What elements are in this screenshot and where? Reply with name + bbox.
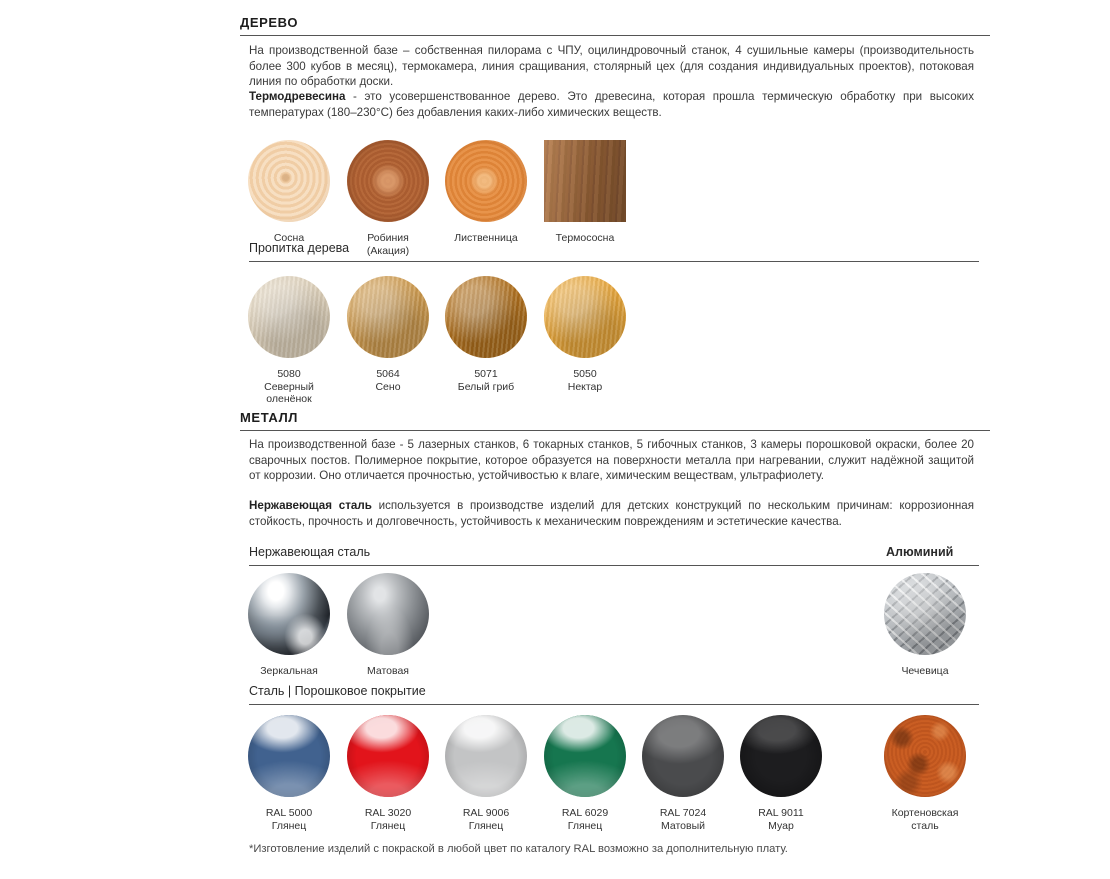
metal-paragraph-1: На производственной базе - 5 лазерных станков, 6 токарных станков, 5 гибочных станков, 3 камеры порошковой окраски, более 20 сварочных постов. Полимерное покрытие, которое образуется на поверхности металла при нагревании, служит надёжной защитой от коррозии. Оно отличается прочностью, устойчивостью к влаге, химическим веществам, ультрафиолету. — [249, 438, 974, 482]
wood-paragraph-2-bold: Термодревесина — [249, 90, 346, 103]
powder-code-ral-9011: RAL 9011 — [758, 807, 804, 819]
wood-swatch-listvennitsa[interactable] — [445, 140, 527, 245]
subheading-stainless: Нержавеющая сталь — [249, 545, 371, 559]
stain-color-5064 — [347, 276, 429, 358]
powder-swatch-corten[interactable] — [884, 715, 966, 832]
stain-color-5080 — [248, 276, 330, 358]
powder-swatch-ral-6029[interactable] — [544, 715, 626, 832]
wood-swatch-robinia[interactable] — [347, 140, 429, 257]
powder-code-ral-7024: RAL 7024 — [659, 807, 707, 819]
stainless-swatch-matte[interactable] — [347, 573, 429, 678]
section-divider-metal — [240, 430, 990, 431]
stain-color-5050 — [544, 276, 626, 358]
metal-paragraph-2-text: используется в производстве изделий для детских конструкций по нескольким причинам: коррозионная стойкость, прочность и долговечность, устойчивость к механическим повреждениям и эстетические качества. — [249, 499, 974, 528]
powder-swatch-ral-7024[interactable] — [642, 715, 724, 832]
wood-texture-termososna — [544, 140, 626, 222]
powder-code-ral-9006: RAL 9006 — [462, 807, 510, 819]
stain-name-5050: Нектар — [567, 380, 603, 393]
stainless-label-mirror: Зеркальная — [260, 665, 318, 677]
wood-paragraph-2 — [249, 89, 974, 120]
footnote-ral-custom-color: *Изготовление изделий с покраской в любой цвет по каталогу RAL возможно за дополнительную плату. — [249, 843, 788, 855]
metal-paragraph-2-bold: Нержавеющая сталь — [249, 499, 372, 512]
divider-wood-stain — [249, 261, 979, 262]
stain-swatch-5064[interactable] — [347, 276, 429, 393]
section-title-wood: ДЕРЕВО — [240, 15, 299, 30]
powder-code-ral-5000: RAL 5000 — [265, 807, 313, 819]
section-header-wood — [240, 15, 990, 36]
wood-label-termososna: Термососна — [555, 232, 615, 244]
stain-name-5064: Сено — [375, 380, 401, 393]
wood-swatch-termososna[interactable] — [544, 140, 626, 245]
wood-paragraph-2-text: - это усовершенствованное дерево. Это древесина, которая прошла термическую обработку при высоких температурах (180–230°С) без добавления каких-либо химических веществ. — [249, 90, 974, 119]
aluminium-label-lentil: Чечевица — [901, 665, 949, 677]
powder-finish-ral-6029: Глянец — [567, 819, 603, 832]
section-divider-wood — [240, 35, 990, 36]
powder-code-ral-6029: RAL 6029 — [561, 807, 609, 819]
aluminium-texture-lentil — [884, 573, 966, 655]
wood-label-robinia: Робиния (Акация) — [366, 232, 410, 257]
powder-color-ral-5000 — [248, 715, 330, 797]
stain-color-5071 — [445, 276, 527, 358]
powder-color-ral-9011 — [740, 715, 822, 797]
powder-finish-ral-3020: Глянец — [370, 819, 406, 832]
aluminium-swatch-lentil[interactable] — [884, 573, 966, 678]
stainless-sphere-matte — [347, 573, 429, 655]
wood-texture-sosna — [248, 140, 330, 222]
subheading-wood-stain: Пропитка дерева — [249, 241, 350, 255]
wood-label-listvennitsa: Лиственница — [454, 232, 518, 244]
stainless-label-matte: Матовая — [367, 665, 409, 677]
stain-code-5080: 5080 — [277, 368, 301, 380]
stain-name-5071: Белый гриб — [457, 380, 515, 393]
section-header-metal — [240, 410, 990, 431]
powder-code-corten: Кортеновская — [891, 807, 959, 819]
stain-name-5080: Северный — [264, 380, 314, 393]
powder-finish-ral-9011: Муар — [768, 819, 794, 832]
stain-swatch-5080[interactable] — [248, 276, 330, 406]
stain-code-5050: 5050 — [573, 368, 597, 380]
powder-color-ral-9006 — [445, 715, 527, 797]
powder-color-ral-3020 — [347, 715, 429, 797]
stain-name2-5080: оленёнок — [266, 393, 312, 405]
stain-swatch-5050[interactable] — [544, 276, 626, 393]
powder-color-ral-6029 — [544, 715, 626, 797]
powder-color-corten — [884, 715, 966, 797]
powder-finish-ral-7024: Матовый — [661, 819, 705, 832]
powder-finish-corten: сталь — [911, 819, 939, 832]
subheading-aluminium: Алюминий — [886, 545, 954, 559]
section-title-metal: МЕТАЛЛ — [240, 410, 299, 425]
stain-code-5064: 5064 — [376, 368, 400, 380]
wood-paragraph-1: На производственной базе – собственная пилорама с ЧПУ, оцилиндровочный станок, 4 сушильные камеры (производительность более 300 кубов в месяц), термокамера, линия сращивания, столярный цех (для создания индивидуальных проектов), потоковая линия по обработки доски. — [249, 44, 974, 88]
divider-powder-coating — [249, 704, 979, 705]
stainless-sphere-mirror — [248, 573, 330, 655]
powder-code-ral-3020: RAL 3020 — [364, 807, 412, 819]
subheading-powder-coating: Сталь | Порошковое покрытие — [249, 684, 426, 698]
wood-swatch-sosna[interactable] — [248, 140, 330, 245]
stain-code-5071: 5071 — [474, 368, 498, 380]
wood-texture-listvennitsa — [445, 140, 527, 222]
powder-swatch-ral-9006[interactable] — [445, 715, 527, 832]
powder-finish-ral-9006: Глянец — [468, 819, 504, 832]
stain-swatch-5071[interactable] — [445, 276, 527, 393]
wood-label-sosna: Сосна — [273, 232, 305, 244]
stainless-swatch-mirror[interactable] — [248, 573, 330, 678]
powder-finish-ral-5000: Глянец — [271, 819, 307, 832]
wood-texture-robinia — [347, 140, 429, 222]
powder-color-ral-7024 — [642, 715, 724, 797]
powder-swatch-ral-5000[interactable] — [248, 715, 330, 832]
metal-paragraph-2 — [249, 498, 974, 529]
divider-stainless — [249, 565, 979, 566]
powder-swatch-ral-9011[interactable] — [740, 715, 822, 832]
powder-swatch-ral-3020[interactable] — [347, 715, 429, 832]
